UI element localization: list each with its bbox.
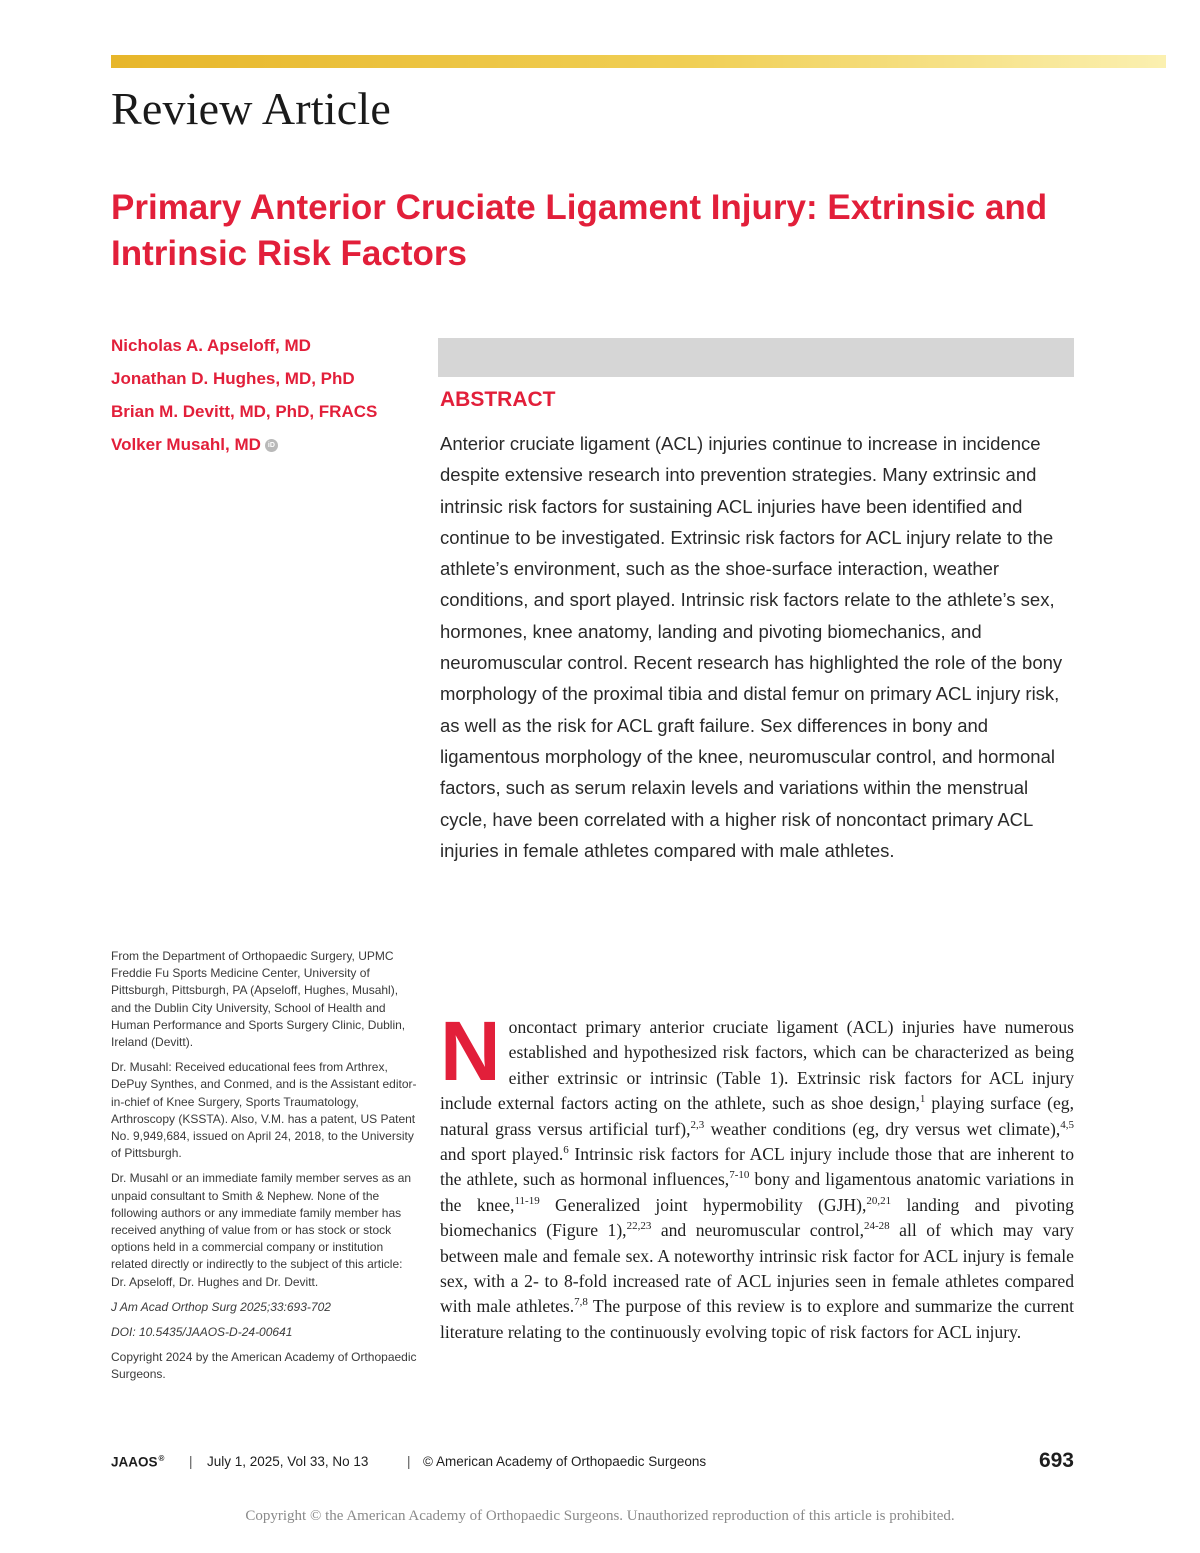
- author-name[interactable]: Jonathan D. Hughes, MD, PhD: [111, 369, 355, 388]
- footer-separator: |: [407, 1454, 411, 1469]
- reference-link[interactable]: 6: [563, 1144, 569, 1157]
- reference-link[interactable]: 24-28: [864, 1220, 890, 1233]
- reference-link[interactable]: 7-10: [729, 1169, 750, 1182]
- front-matter-notes: [111, 948, 421, 1392]
- body-text-run: The purpose of this review is to explore and summarize the current literature relating to the continuously evolving topic of risk factors for ACL injury.: [440, 1296, 1075, 1342]
- disclosure-note: Dr. Musahl: Received educational fees from Arthrex, DePuy Synthes, and Conmed, and is the Assistant editor-in-chief of Knee Surgery, Sports Traumatology, Arthroscopy (KSSTA). Also, V.M. has a patent, US Patent No. 9,949,684, issued on April 24, 2018, to the University of Pittsburgh.: [111, 1060, 417, 1161]
- body-text-run: bony and ligamentous anatomic variations in the knee,: [440, 1169, 1075, 1215]
- footer-publisher: © American Academy of Orthopaedic Surgeons: [423, 1454, 707, 1469]
- doi-link[interactable]: DOI: 10.5435/JAAOS-D-24-00641: [111, 1325, 293, 1340]
- body-text-run: landing and pivoting biomechanics (Figure 1),: [440, 1194, 1074, 1241]
- header-accent-bar: [111, 55, 1166, 68]
- body-text-run: weather conditions (eg, dry versus wet climate),: [704, 1118, 1061, 1139]
- reference-link[interactable]: 4,5: [1060, 1118, 1074, 1131]
- registered-mark: ®: [158, 1454, 165, 1463]
- body-text-run: playing surface (eg, natural grass versus artificial turf),: [440, 1093, 1074, 1139]
- author-list: [111, 334, 411, 466]
- section-label: Review Article: [111, 83, 391, 134]
- author-name-with-orcid[interactable]: [111, 433, 411, 456]
- affiliation-note: From the Department of Orthopaedic Surgery, UPMC Freddie Fu Sports Medicine Center, University of Pittsburgh, Pittsburgh, PA (Apseloff, Hughes, Musahl), and the Dublin City University, School of Health and Human Performance and Sports Surgery Clinic, Dublin, Ireland (Devitt).: [111, 949, 406, 1050]
- journal-citation: J Am Acad Orthop Surg 2025;33:693-702: [111, 1299, 331, 1314]
- copyright-notice: Copyright © the American Academy of Orthopaedic Surgeons. Unauthorized reproduction of this article is prohibited.: [245, 1508, 955, 1524]
- body-text-run: oncontact primary anterior cruciate ligament (ACL) injuries have numerous established and hypothesized risk factors, which can be characterized as being either extrinsic or intrinsic (Table 1). Extrinsic risk factors for ACL injury include external factors acting on the athlete, such as shoe design,: [440, 1017, 1074, 1114]
- footer-issue-info: July 1, 2025, Vol 33, No 13: [207, 1454, 369, 1469]
- page-footer: [111, 1449, 1074, 1474]
- body-text-run: and neuromuscular control,: [651, 1220, 865, 1241]
- author-name[interactable]: Nicholas A. Apseloff, MD: [111, 336, 311, 355]
- disclosure-note: Dr. Musahl or an immediate family member serves as an unpaid consultant to Smith & Nephew. None of the following authors or any immediate family member has received anything of value from or has stock or stock options held in a commercial company or institution related directly or indirectly to the subject of this article: Dr. Apseloff, Dr. Hughes and Dr. Devitt.: [111, 1171, 412, 1289]
- reference-link[interactable]: 22,23: [626, 1220, 652, 1233]
- reference-link[interactable]: 7,8: [574, 1296, 588, 1309]
- article-title: Primary Anterior Cruciate Ligament Injury: Extrinsic and Intrinsic Risk Factors: [111, 188, 1048, 273]
- reference-link[interactable]: 2,3: [690, 1118, 705, 1131]
- abstract-text: Anterior cruciate ligament (ACL) injuries continue to increase in incidence despite extensive research into prevention strategies. Many extrinsic and intrinsic risk factors for sustaining ACL injuries have been identified and continue to be investigated. Extrinsic risk factors for ACL injury relate to the athlete’s environment, such as the shoe-surface interaction, weather conditions, and sport played. Intrinsic risk factors relate to the athlete’s sex, hormones, knee anatomy, landing and pivoting biomechanics, and neuromuscular control. Recent research has highlighted the role of the bony morphology of the proximal tibia and distal femur on primary ACL injury risk, as well as the risk for ACL graft failure. Sex differences in bony and ligamentous morphology of the knee, neuromuscular control, and hormonal factors, such as serum relaxin levels and variations within the menstrual cycle, have been correlated with a higher risk of noncontact primary ACL injuries in female athletes compared with male athletes.: [440, 433, 1063, 861]
- author-name[interactable]: Brian M. Devitt, MD, PhD, FRACS: [111, 402, 378, 421]
- abstract-heading: ABSTRACT: [440, 388, 556, 411]
- body-text-run: Intrinsic risk factors for ACL injury include those that are inherent to the athlete, such as hormonal influences,: [440, 1144, 1074, 1190]
- orcid-icon[interactable]: iD: [265, 439, 278, 452]
- footer-separator: |: [189, 1454, 193, 1469]
- abstract-header-band: [438, 338, 1074, 377]
- author-name[interactable]: Volker Musahl, MD: [111, 435, 261, 454]
- reference-link[interactable]: 11-19: [514, 1194, 540, 1207]
- body-text-run: all of which may vary between male and female sex. A noteworthy intrinsic risk factor for ACL injury is female sex, with a 2- to 8-fold increased rate of ACL injuries seen in female athletes compared with male athletes.: [440, 1220, 1074, 1317]
- copyright-note: Copyright 2024 by the American Academy of Orthopaedic Surgeons.: [111, 1350, 417, 1382]
- reference-link[interactable]: 20,21: [866, 1194, 892, 1207]
- body-text-run: Generalized joint hypermobility (GJH),: [539, 1194, 867, 1215]
- drop-cap: N: [440, 1004, 501, 1098]
- journal-name: JAAOS: [111, 1454, 158, 1470]
- page-number: 693: [1038, 1449, 1074, 1472]
- body-text-run: and sport played.: [440, 1144, 564, 1165]
- footer-journal-name: [111, 1454, 164, 1470]
- body-paragraph: [440, 1004, 1075, 1345]
- reference-link[interactable]: 1: [919, 1093, 926, 1106]
